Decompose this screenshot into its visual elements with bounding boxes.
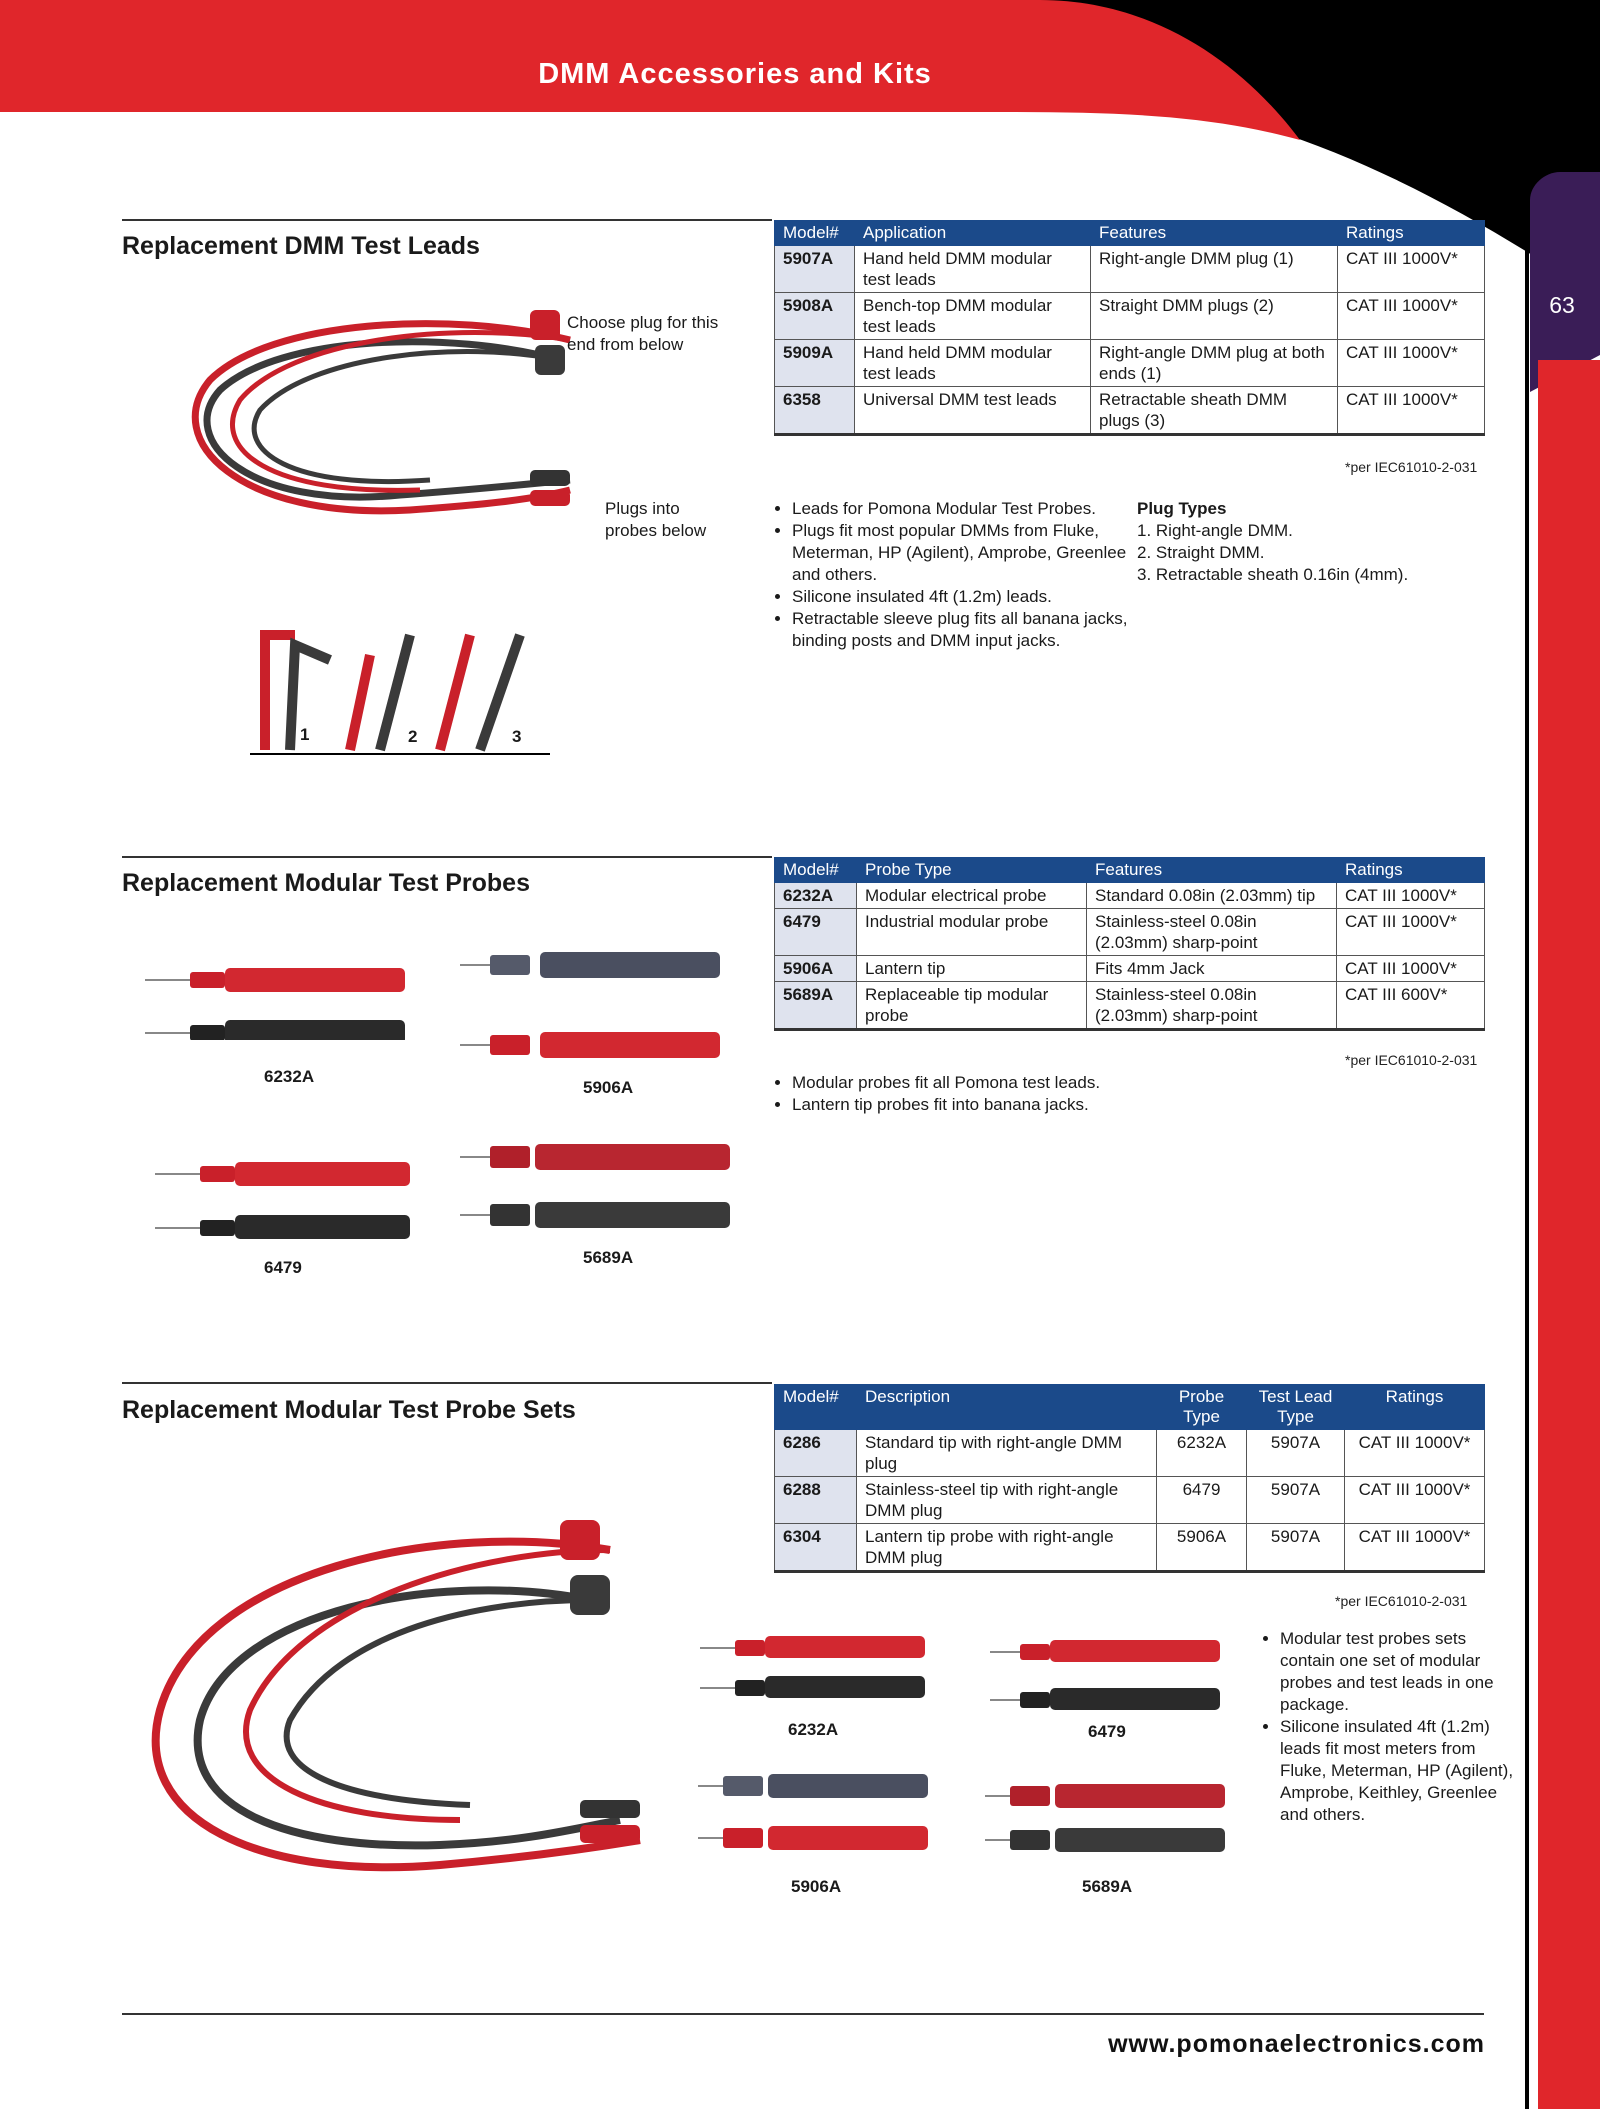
section-title-test-leads: Replacement DMM Test Leads <box>122 232 480 260</box>
table-row <box>775 293 1485 340</box>
footnote: *per IEC61010-2-031 <box>1345 1052 1478 1068</box>
callout-plug: Choose plug for this end from below <box>567 313 719 354</box>
table-header-row <box>775 221 1485 246</box>
probe-image-6479 <box>155 1160 425 1240</box>
table-cell: CAT III 1000V* <box>1338 387 1485 435</box>
footnote: *per IEC61010-2-031 <box>1345 459 1478 475</box>
table-cell: Right-angle DMM plug at both ends (1) <box>1091 340 1338 387</box>
page-header-title: DMM Accessories and Kits <box>538 58 932 90</box>
col-header: Ratings <box>1345 1385 1485 1430</box>
table-cell: 6479 <box>1157 1477 1247 1524</box>
probe-image-5689A <box>460 1140 740 1240</box>
table-row <box>775 883 1485 909</box>
feature-list <box>770 498 1132 652</box>
table-cell: Fits 4mm Jack <box>1087 956 1337 982</box>
table-header-row <box>775 858 1485 883</box>
probe-set-image-6232A <box>700 1630 930 1700</box>
table-row <box>775 387 1485 435</box>
table-cell: CAT III 600V* <box>1337 982 1485 1030</box>
col-header: Ratings <box>1337 858 1485 883</box>
list-item: • Plugs fit most popular DMMs from Fluke, Meterman, HP (Agilent), Amprobe, Greenlee and others. <box>792 520 1132 586</box>
table-cell: Lantern tip probe with right-angle DMM plug <box>857 1524 1157 1572</box>
table-row <box>775 340 1485 387</box>
table-cell: Hand held DMM modular test leads <box>855 340 1091 387</box>
col-header: Test Lead Type <box>1247 1385 1345 1430</box>
col-header: Features <box>1091 221 1338 246</box>
table-cell: CAT III 1000V* <box>1338 246 1485 293</box>
probe-set-image-5689A <box>985 1782 1235 1862</box>
image-label: 6232A <box>788 1720 839 1739</box>
table-row <box>775 956 1485 982</box>
list-item: • Retractable sleeve plug fits all banana jacks, binding posts and DMM input jacks. <box>792 608 1132 652</box>
table-cell: Right-angle DMM plug (1) <box>1091 246 1338 293</box>
model-cell: 6232A <box>775 883 857 909</box>
table-cell: CAT III 1000V* <box>1338 293 1485 340</box>
table-cell: CAT III 1000V* <box>1345 1524 1485 1572</box>
image-label: 6232A <box>264 1067 315 1086</box>
table-cell: Straight DMM plugs (2) <box>1091 293 1338 340</box>
model-cell: 5907A <box>775 246 855 293</box>
table-cell: Bench-top DMM modular test leads <box>855 293 1091 340</box>
table-cell: Replaceable tip modular probe <box>857 982 1087 1030</box>
list-item: 1. Right-angle DMM. <box>1137 521 1293 540</box>
table-header-row <box>775 1385 1485 1430</box>
model-cell: 6304 <box>775 1524 857 1572</box>
table-cell: Hand held DMM modular test leads <box>855 246 1091 293</box>
footer-divider <box>122 2013 1484 2015</box>
col-header: Description <box>857 1385 1157 1430</box>
page-number: 63 <box>1549 292 1575 318</box>
model-cell: 6286 <box>775 1430 857 1477</box>
table-cell: CAT III 1000V* <box>1337 956 1485 982</box>
probe-set-leads-image <box>140 1520 660 1920</box>
table-cell: Stainless-steel 0.08in (2.03mm) sharp-point <box>1087 909 1337 956</box>
table-cell: CAT III 1000V* <box>1337 909 1485 956</box>
table-row <box>775 246 1485 293</box>
table-cell: Stainless-steel 0.08in (2.03mm) sharp-point <box>1087 982 1337 1030</box>
section-divider <box>122 1382 772 1384</box>
table-cell: 5907A <box>1247 1477 1345 1524</box>
table-row <box>775 909 1485 956</box>
col-header: Model# <box>775 858 857 883</box>
model-cell: 6288 <box>775 1477 857 1524</box>
table-cell: Industrial modular probe <box>857 909 1087 956</box>
table-row <box>775 1430 1485 1477</box>
table-cell: 6232A <box>1157 1430 1247 1477</box>
footer-url-link[interactable]: www.pomonaelectronics.com <box>1108 2030 1485 2058</box>
section-divider <box>122 219 772 221</box>
probe-sets-table <box>774 1384 1485 1573</box>
col-header: Probe Type <box>857 858 1087 883</box>
probe-set-image-6479 <box>990 1636 1230 1716</box>
callout-probes: Plugs into probes below <box>605 499 707 540</box>
col-header: Model# <box>775 1385 857 1430</box>
list-item: • Lantern tip probes fit into banana jacks. <box>792 1094 1272 1116</box>
list-item: • Modular probes fit all Pomona test leads. <box>792 1072 1272 1094</box>
table-cell: Retractable sheath DMM plugs (3) <box>1091 387 1338 435</box>
model-cell: 5906A <box>775 956 857 982</box>
plug-number-3: 3 <box>512 727 522 746</box>
model-cell: 6358 <box>775 387 855 435</box>
table-cell: 5906A <box>1157 1524 1247 1572</box>
table-row <box>775 982 1485 1030</box>
section-divider <box>122 856 772 858</box>
table-cell: Modular electrical probe <box>857 883 1087 909</box>
test-leads-table <box>774 220 1485 436</box>
col-header: Ratings <box>1338 221 1485 246</box>
list-item: • Silicone insulated 4ft (1.2m) leads. <box>792 586 1132 608</box>
footnote: *per IEC61010-2-031 <box>1335 1593 1468 1609</box>
table-cell: CAT III 1000V* <box>1337 883 1485 909</box>
image-label: 5906A <box>583 1078 634 1097</box>
list-item: 2. Straight DMM. <box>1137 543 1265 562</box>
section-title-modular-probes: Replacement Modular Test Probes <box>122 869 530 897</box>
list-item: • Modular test probes sets contain one set of modular probes and test leads in one package. <box>1280 1628 1520 1716</box>
plug-number-1: 1 <box>300 725 310 744</box>
table-cell: Standard tip with right-angle DMM plug <box>857 1430 1157 1477</box>
image-label: 5689A <box>583 1248 634 1267</box>
list-item: • Silicone insulated 4ft (1.2m) leads fit most meters from Fluke, Meterman, HP (Agilent), Amprobe, Keithley, Greenlee and others. <box>1280 1716 1520 1826</box>
plug-types-image <box>250 615 550 755</box>
table-cell: Stainless-steel tip with right-angle DMM plug <box>857 1477 1157 1524</box>
col-header: Probe Type <box>1157 1385 1247 1430</box>
table-cell: Lantern tip <box>857 956 1087 982</box>
modular-probes-table <box>774 857 1485 1031</box>
model-cell: 5689A <box>775 982 857 1030</box>
table-cell: 5907A <box>1247 1430 1345 1477</box>
feature-list <box>1258 1628 1520 1826</box>
table-row <box>775 1524 1485 1572</box>
plug-types <box>1137 498 1457 586</box>
table-cell: CAT III 1000V* <box>1345 1477 1485 1524</box>
image-label: 5906A <box>791 1877 842 1896</box>
table-cell: CAT III 1000V* <box>1338 340 1485 387</box>
table-cell: 5907A <box>1247 1524 1345 1572</box>
probe-image-5906A <box>460 940 730 1060</box>
table-cell: Standard 0.08in (2.03mm) tip <box>1087 883 1337 909</box>
image-label: 6479 <box>264 1258 302 1277</box>
col-header: Model# <box>775 221 855 246</box>
test-leads-image <box>150 300 590 560</box>
probe-image-6232A <box>145 960 415 1040</box>
plug-number-2: 2 <box>408 727 418 746</box>
table-cell: Universal DMM test leads <box>855 387 1091 435</box>
image-label: 5689A <box>1082 1877 1133 1896</box>
list-item: 3. Retractable sheath 0.16in (4mm). <box>1137 565 1409 584</box>
list-item: • Leads for Pomona Modular Test Probes. <box>792 498 1132 520</box>
section-title-probe-sets: Replacement Modular Test Probe Sets <box>122 1396 576 1424</box>
model-cell: 6479 <box>775 909 857 956</box>
table-cell: CAT III 1000V* <box>1345 1430 1485 1477</box>
model-cell: 5909A <box>775 340 855 387</box>
model-cell: 5908A <box>775 293 855 340</box>
probe-set-image-5906A <box>698 1768 938 1858</box>
col-header: Features <box>1087 858 1337 883</box>
feature-list <box>770 1072 1272 1116</box>
plug-types-title: Plug Types <box>1137 499 1227 518</box>
col-header: Application <box>855 221 1091 246</box>
table-row <box>775 1477 1485 1524</box>
image-label: 6479 <box>1088 1722 1126 1741</box>
